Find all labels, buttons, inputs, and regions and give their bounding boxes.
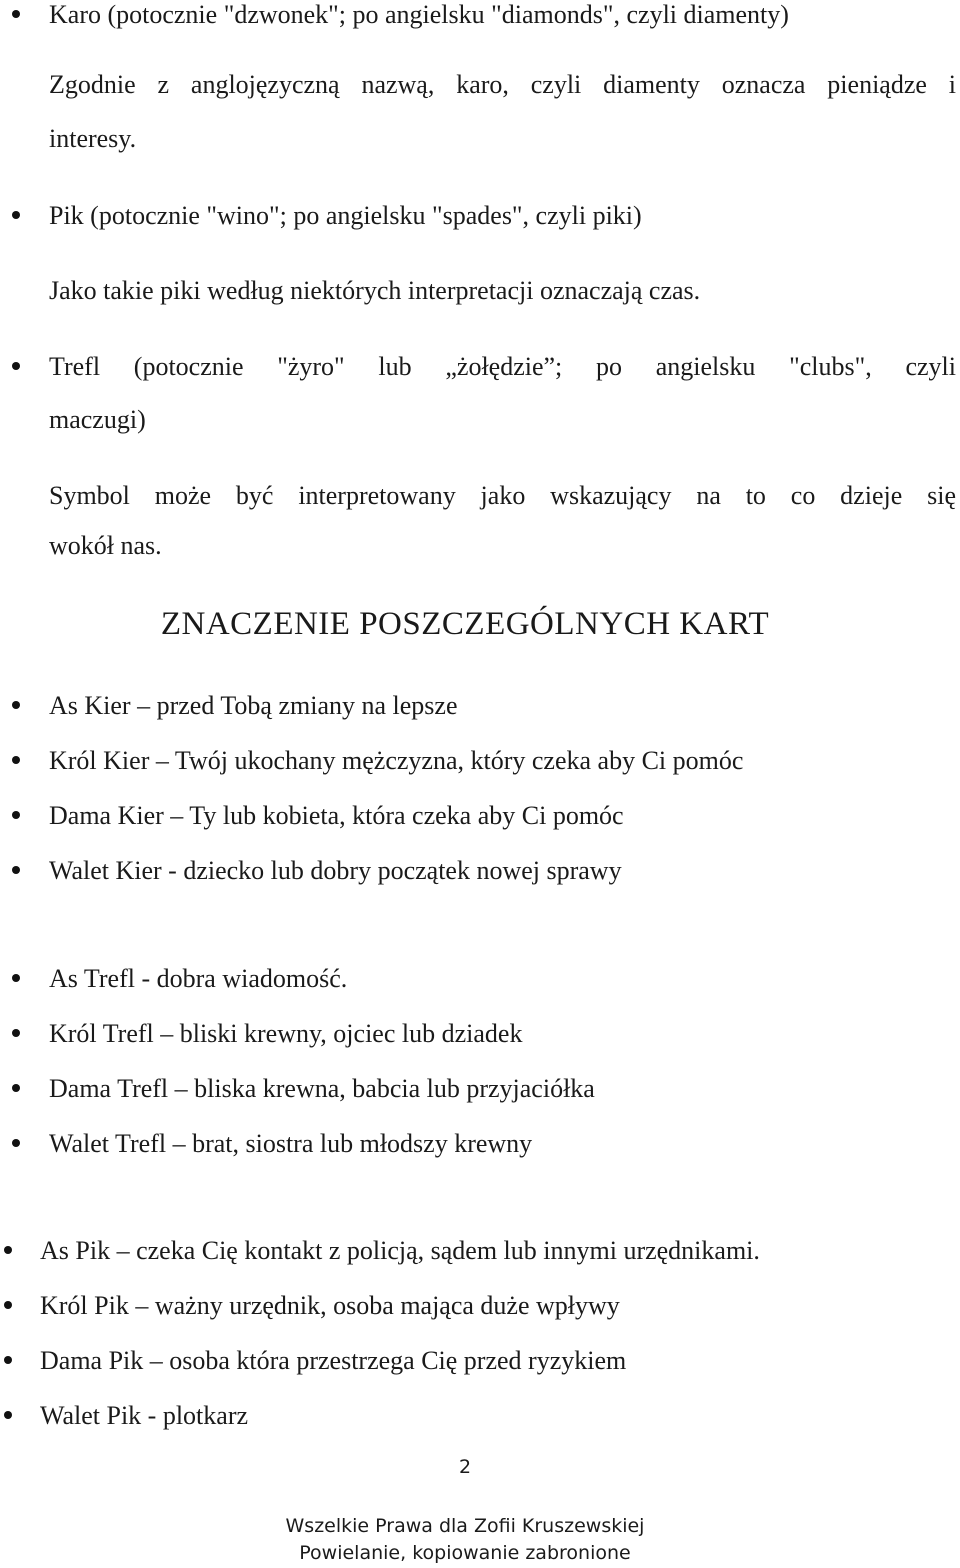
bullet-icon xyxy=(12,1139,20,1147)
bullet-icon xyxy=(12,974,20,982)
suit-title-karo: Karo (potocznie "dzwonek"; po angielsku "diamonds", czyli diamenty) xyxy=(49,0,789,29)
suit-title-trefl-cont: maczugi) xyxy=(49,405,146,434)
suit-title-trefl: Trefl (potocznie "żyro" lub „żołędzie”; po angielsku "clubs", czyli xyxy=(49,352,956,381)
bullet-icon xyxy=(12,811,20,819)
suit-description-trefl-cont: wokół nas. xyxy=(49,531,162,560)
list-item-pik: Dama Pik – osoba która przestrzega Cię przed ryzykiem xyxy=(40,1346,627,1375)
footer-notice: Powielanie, kopiowanie zabronione xyxy=(299,1542,631,1564)
bullet-icon xyxy=(12,756,20,764)
list-item-pik: Walet Pik - plotkarz xyxy=(40,1401,249,1430)
suit-description-trefl: Symbol może być interpretowany jako wskazujący na to co dzieje się xyxy=(49,481,956,510)
list-item-kier: Król Kier – Twój ukochany mężczyzna, który czeka aby Ci pomóc xyxy=(49,746,744,775)
list-item-pik: Król Pik – ważny urzędnik, osoba mająca duże wpływy xyxy=(40,1291,620,1320)
suit-title-pik: Pik (potocznie "wino"; po angielsku "spades", czyli piki) xyxy=(49,201,642,230)
bullet-icon xyxy=(4,1411,12,1419)
bullet-icon xyxy=(12,866,20,874)
suit-description-karo: Zgodnie z anglojęzyczną nazwą, karo, czyli diamenty oznacza pieniądze i xyxy=(49,70,956,99)
bullet-icon xyxy=(4,1246,12,1254)
list-item-trefl: Król Trefl – bliski krewny, ojciec lub dziadek xyxy=(49,1019,523,1048)
list-item-pik: As Pik – czeka Cię kontakt z policją, sądem lub innymi urzędnikami. xyxy=(40,1236,760,1265)
section-heading: ZNACZENIE POSZCZEGÓLNYCH KART xyxy=(160,606,770,642)
list-item-kier: Walet Kier - dziecko lub dobry początek nowej sprawy xyxy=(49,856,622,885)
bullet-icon xyxy=(12,1084,20,1092)
bullet-icon xyxy=(12,362,20,370)
suit-description-karo-cont: interesy. xyxy=(49,124,137,153)
suit-description-pik: Jako takie piki według niektórych interpretacji oznaczają czas. xyxy=(49,276,701,305)
bullet-icon xyxy=(4,1356,12,1364)
list-item-trefl: As Trefl - dobra wiadomość. xyxy=(49,964,348,993)
footer-copyright: Wszelkie Prawa dla Zofii Kruszewskiej xyxy=(285,1515,645,1537)
page-number: 2 xyxy=(458,1456,472,1478)
list-item-trefl: Walet Trefl – brat, siostra lub młodszy krewny xyxy=(49,1129,533,1158)
list-item-kier: As Kier – przed Tobą zmiany na lepsze xyxy=(49,691,458,720)
bullet-icon xyxy=(12,211,20,219)
list-item-kier: Dama Kier – Ty lub kobieta, która czeka aby Ci pomóc xyxy=(49,801,624,830)
bullet-icon xyxy=(4,1301,12,1309)
list-item-trefl: Dama Trefl – bliska krewna, babcia lub przyjaciółka xyxy=(49,1074,595,1103)
bullet-icon xyxy=(12,10,20,18)
bullet-icon xyxy=(12,1029,20,1037)
bullet-icon xyxy=(12,701,20,709)
